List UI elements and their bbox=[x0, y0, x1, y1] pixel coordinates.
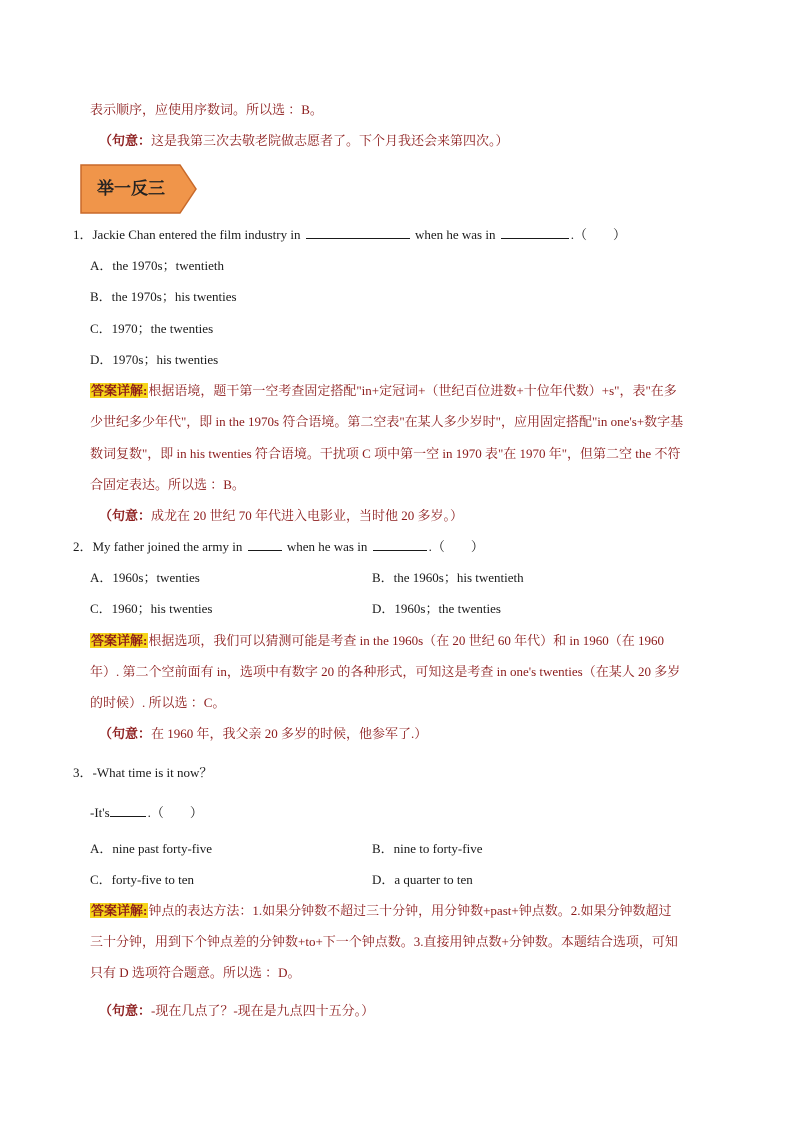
meaning-text: -现在几点了？-现在是九点四十五分。） bbox=[151, 1003, 375, 1018]
q2-answer-line-3: 的时候）. 所以选 ：C。 bbox=[90, 695, 226, 710]
answer-label: 答案详解: bbox=[91, 903, 148, 918]
q1-option-b[interactable]: B．the 1970s；his twenties bbox=[90, 289, 237, 304]
q3-blank[interactable] bbox=[110, 803, 146, 817]
q1-option-c[interactable]: C．1970；the twenties bbox=[90, 321, 214, 336]
q1-blank-1[interactable] bbox=[306, 225, 410, 239]
q2-blank-1[interactable] bbox=[248, 537, 282, 551]
meaning-text: 成龙在 20 世纪 70 年代进入电影业，当时他 20 多岁。） bbox=[151, 508, 464, 523]
meaning-label: （句意： bbox=[99, 508, 152, 523]
q1-option-d[interactable]: D．1970s；his twenties bbox=[90, 352, 219, 367]
answer-text: 钟点的表达方法：1.如果分钟数不超过三十分钟，用分钟数+past+钟点数。2.如果分钟数超过 bbox=[148, 903, 672, 918]
q2-answer-line-2: 年）. 第二个空前面有 in，选项中有数字 20 的各种形式，可知这是考查 in one's twenties（在某人 20 多岁 bbox=[90, 664, 681, 679]
q1-stem-part-c: .（ ） bbox=[570, 227, 626, 242]
q2-stem-part-a: 2．My father joined the army in bbox=[73, 539, 243, 554]
q2-answer-line-1 bbox=[90, 631, 664, 651]
intro-explanation-line: 表示顺序，应使用序数词。所以选 ：B。 bbox=[90, 102, 323, 117]
meaning-label: （句意： bbox=[99, 726, 152, 741]
q1-answer-line-1 bbox=[90, 381, 677, 401]
section-banner bbox=[80, 164, 197, 214]
meaning-label: （句意： bbox=[99, 1003, 152, 1018]
question-2-stem bbox=[73, 537, 484, 557]
q1-blank-2[interactable] bbox=[501, 225, 569, 239]
q1-answer-line-3: 数词复数"，即 in his twenties 符合语境。干扰项 C 项中第一空 in 1970 表"在 1970 年"，但第二空 the 不符 bbox=[90, 446, 681, 461]
q2-option-c[interactable]: C．1960；his twenties bbox=[90, 601, 213, 616]
q3-reply bbox=[90, 803, 203, 823]
answer-label: 答案详解: bbox=[91, 383, 148, 398]
q2-blank-2[interactable] bbox=[373, 537, 427, 551]
q1-stem-part-a: 1．Jackie Chan entered the film industry in bbox=[73, 227, 301, 242]
q3-option-c[interactable]: C．forty-five to ten bbox=[90, 872, 194, 887]
q1-sentence-meaning bbox=[99, 506, 463, 526]
q2-stem-part-b: when he was in bbox=[286, 539, 368, 554]
q3-option-b[interactable]: B．nine to forty-five bbox=[372, 841, 483, 856]
q1-stem-part-b: when he was in bbox=[414, 227, 496, 242]
q1-option-a[interactable]: A．the 1970s；twentieth bbox=[90, 258, 224, 273]
q3-option-a[interactable]: A．nine past forty-five bbox=[90, 841, 213, 856]
intro-sentence-meaning bbox=[99, 131, 509, 151]
answer-label: 答案详解: bbox=[91, 633, 148, 648]
q1-answer-line-4: 合固定表达。所以选 ：B。 bbox=[90, 477, 245, 492]
q2-stem-part-c: .（ ） bbox=[428, 539, 484, 554]
q3-answer-line-3: 只有 D 选项符合题意。所以选 ：D。 bbox=[90, 965, 301, 980]
q3-answer-line-1 bbox=[90, 901, 671, 921]
q3-sentence-meaning bbox=[99, 1001, 374, 1021]
meaning-text: 在 1960 年，我父亲 20 多岁的时候，他参军了.） bbox=[151, 726, 428, 741]
answer-text: 根据选项，我们可以猜测可能是考查 in the 1960s（在 20 世纪 60 年代）和 in 1960（在 1960 bbox=[148, 633, 665, 648]
q3-option-d[interactable]: D．a quarter to ten bbox=[372, 872, 473, 887]
meaning-text: 这是我第三次去敬老院做志愿者了。下个月我还会来第四次。） bbox=[151, 133, 509, 148]
answer-text: 根据语境，题干第一空考查固定搭配"in+定冠词+（世纪百位进数+十位年代数）+s"，表"在多 bbox=[148, 383, 677, 398]
q3-answer-line-2: 三十分钟，用到下个钟点差的分钟数+to+下一个钟点数。3.直接用钟点数+分钟数。本题结合选项，可知 bbox=[90, 934, 678, 949]
q1-answer-line-2: 少世纪多少年代"，即 in the 1970s 符合语境。第二空表"在某人多少岁时"，应用固定搭配"in one's+数字基 bbox=[90, 414, 684, 429]
q2-option-d[interactable]: D．1960s；the twenties bbox=[372, 601, 501, 616]
q3-reply-part-a: -It's bbox=[90, 805, 110, 820]
banner-label: 举一反三 bbox=[97, 179, 165, 199]
q2-sentence-meaning bbox=[99, 724, 427, 744]
question-1-stem bbox=[73, 225, 626, 245]
question-3-stem: 3．-What time is it now？ bbox=[73, 765, 213, 780]
q2-option-a[interactable]: A．1960s；twenties bbox=[90, 570, 200, 585]
q2-option-b[interactable]: B．the 1960s；his twentieth bbox=[372, 570, 524, 585]
q3-reply-part-b: .（ ） bbox=[147, 805, 203, 820]
meaning-label: （句意： bbox=[99, 133, 152, 148]
